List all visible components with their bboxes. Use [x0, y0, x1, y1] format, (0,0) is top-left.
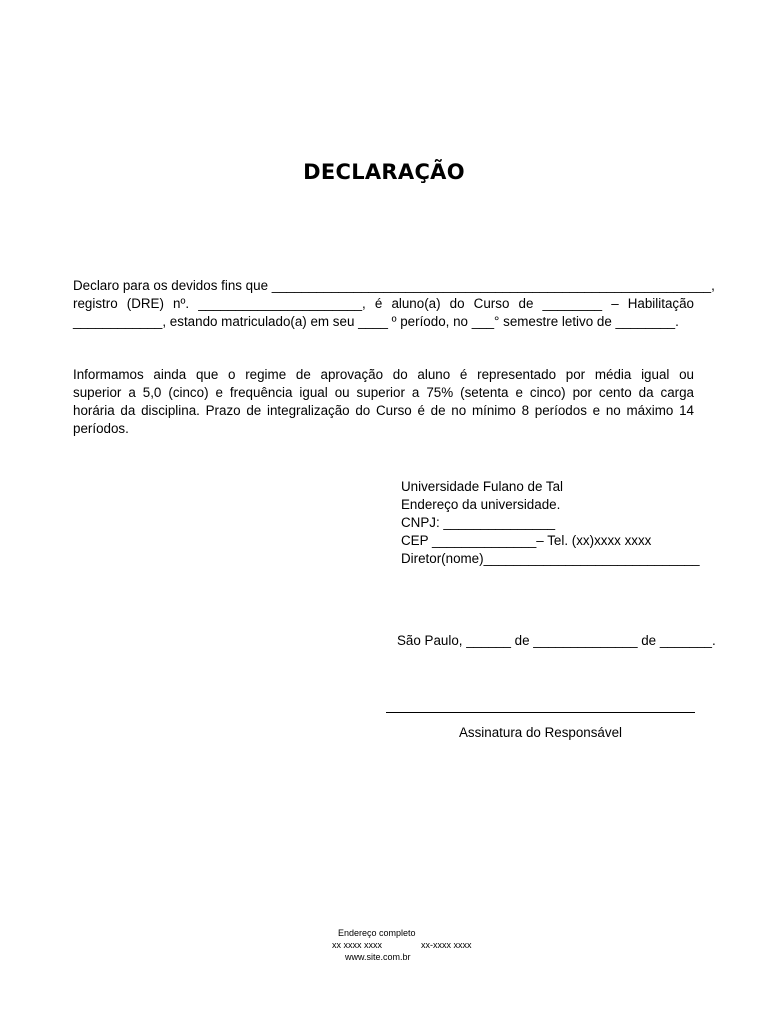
institution-address: Endereço da universidade. [401, 497, 561, 512]
paragraph-line: períodos. [73, 421, 129, 436]
institution-director: Diretor(nome)_____________________________ [401, 551, 700, 566]
institution-name: Universidade Fulano de Tal [401, 479, 564, 494]
footer-address: Endereço completo [338, 928, 416, 938]
paragraph-line: ____________, estando matriculado(a) em seu ____ º período, no ___° semestre letivo de ________. [73, 314, 679, 329]
declaration-paragraph [73, 277, 715, 331]
approval-regime-paragraph [73, 366, 694, 438]
footer-phone-alt: xx-xxxx xxxx [421, 940, 472, 950]
paragraph-line: registro (DRE) nº. ______________________, é aluno(a) do Curso de ________ – Habilitação [73, 296, 694, 311]
paragraph-line: Informamos ainda que o regime de aprovação do aluno é representado por média igual ou [73, 367, 694, 382]
institution-cep-tel: CEP ______________– Tel. (xx)xxxx xxxx [401, 533, 652, 548]
date-line: São Paulo, ______ de ______________ de _______. [397, 633, 716, 648]
paragraph-line: superior a 5,0 (cinco) e frequência igual ou superior a 75% (setenta e cinco) por cento da carga [73, 385, 694, 400]
signature-line [386, 712, 695, 713]
institution-block [401, 478, 700, 568]
institution-cnpj: CNPJ: _______________ [401, 515, 556, 530]
signature-label: Assinatura do Responsável [458, 725, 622, 740]
paragraph-line: horária da disciplina. Prazo de integralização do Curso é de no mínimo 8 períodos e no máximo 14 [73, 403, 694, 418]
footer-site: www.site.com.br [345, 952, 411, 962]
paragraph-line: Declaro para os devidos fins que ___________________________________________________________, [73, 278, 715, 293]
document-title: DECLARAÇÃO [303, 160, 465, 184]
footer-phone: xx xxxx xxxx [332, 940, 383, 950]
